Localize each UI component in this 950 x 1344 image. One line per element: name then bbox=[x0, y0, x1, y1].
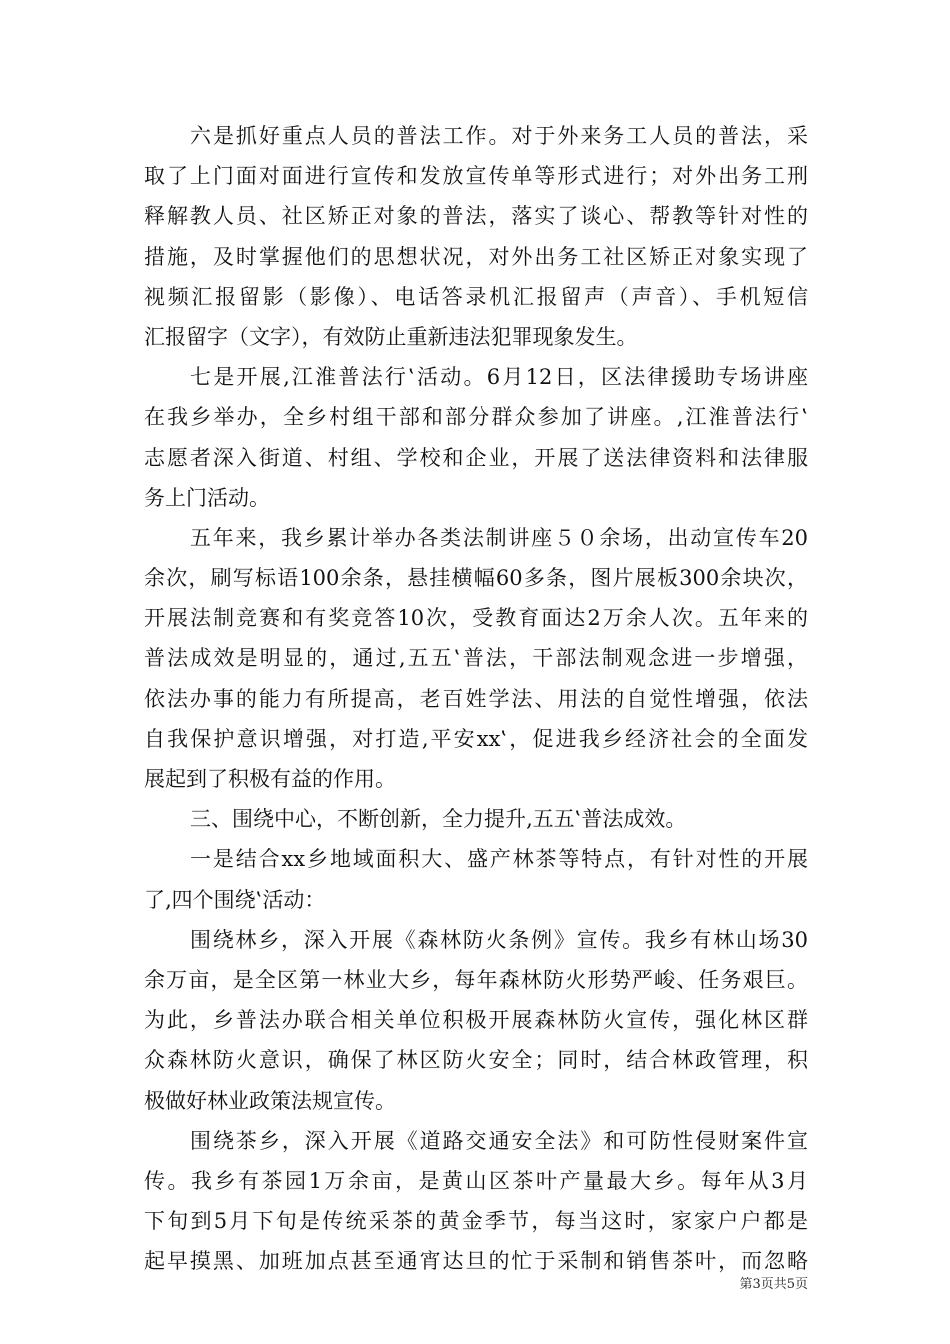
text-line: 了‚四个围绕‛活动： bbox=[144, 887, 326, 912]
text-line: 五年来，我乡累计举办各类法制讲座５０余场，出动宣传车20 bbox=[190, 525, 808, 550]
text-line: 视频汇报留影（影像）、电话答录机汇报留声（声音）、手机短信 bbox=[144, 284, 808, 309]
text-line: 极做好林业政策法规宣传。 bbox=[144, 1088, 396, 1113]
text-line: 下旬到5月下旬是传统采茶的黄金季节，每当这时，家家户户都是 bbox=[144, 1209, 808, 1234]
text-line: 为此，乡普法办联合相关单位积极开展森林防火宣传，强化林区群 bbox=[144, 1008, 808, 1033]
text-line: 普法成效是明显的，通过‚五五‛普法，干部法制观念进一步增强， bbox=[144, 646, 808, 671]
text-line: 七是开展‚江淮普法行‛活动。6月12日，区法律援助专场讲座 bbox=[190, 365, 808, 390]
text-line: 六是抓好重点人员的普法工作。对于外来务工人员的普法，采 bbox=[190, 124, 808, 148]
text-line: 围绕林乡，深入开展《森林防火条例》宣传。我乡有林山场30 bbox=[190, 927, 808, 952]
text-line: 展起到了积极有益的作用。 bbox=[144, 767, 396, 791]
text-line: 三、围绕中心，不断创新，全力提升‚五五‛普法成效。 bbox=[190, 807, 687, 832]
text-line: 自我保护意识增强，对打造‚平安xx‛，促进我乡经济社会的全面发 bbox=[144, 726, 808, 751]
text-line: 依法办事的能力有所提高，老百姓学法、用法的自觉性增强，依法 bbox=[144, 686, 808, 711]
text-line: 务上门活动。 bbox=[144, 485, 270, 510]
text-line: 志愿者深入街道、村组、学校和企业，开展了送法律资料和法律服 bbox=[144, 445, 808, 470]
text-line: 围绕茶乡，深入开展《道路交通安全法》和可防性侵财案件宣 bbox=[190, 1128, 808, 1153]
text-line: 取了上门面对面进行宣传和发放宣传单等形式进行；对外出务工刑 bbox=[144, 164, 808, 189]
text-line: 一是结合xx乡地域面积大、盛产林茶等特点，有针对性的开展 bbox=[190, 847, 808, 872]
text-line: 传。我乡有茶园1万余亩，是黄山区茶叶产量最大乡。每年从3月 bbox=[144, 1168, 808, 1193]
text-line: 起早摸黑、加班加点甚至通宵达旦的忙于采制和销售茶叶，而忽略 bbox=[144, 1249, 808, 1274]
text-line: 在我乡举办，全乡村组干部和部分群众参加了讲座。‚江淮普法行‛ bbox=[144, 405, 808, 430]
text-line: 释解教人员、社区矫正对象的普法，落实了谈心、帮教等针对性的 bbox=[144, 204, 808, 229]
document-body bbox=[144, 116, 808, 1281]
text-line: 众森林防火意识，确保了林区防火安全；同时，结合林政管理，积 bbox=[144, 1048, 808, 1073]
text-line: 汇报留字（文字），有效防止重新违法犯罪现象发生。 bbox=[144, 324, 638, 349]
text-line: 余万亩，是全区第一林业大乡，每年森林防火形势严峻、任务艰巨。 bbox=[144, 967, 808, 992]
text-line: 开展法制竞赛和有奖竞答10次，受教育面达2万余人次。五年来的 bbox=[144, 606, 808, 631]
text-line: 措施，及时掌握他们的思想状况，对外出务工社区矫正对象实现了 bbox=[144, 244, 808, 269]
page-footer: 第3页共5页 bbox=[739, 1277, 808, 1292]
text-line: 余次，刷写标语100余条，悬挂横幅60多条，图片展板300余块次， bbox=[144, 566, 808, 591]
